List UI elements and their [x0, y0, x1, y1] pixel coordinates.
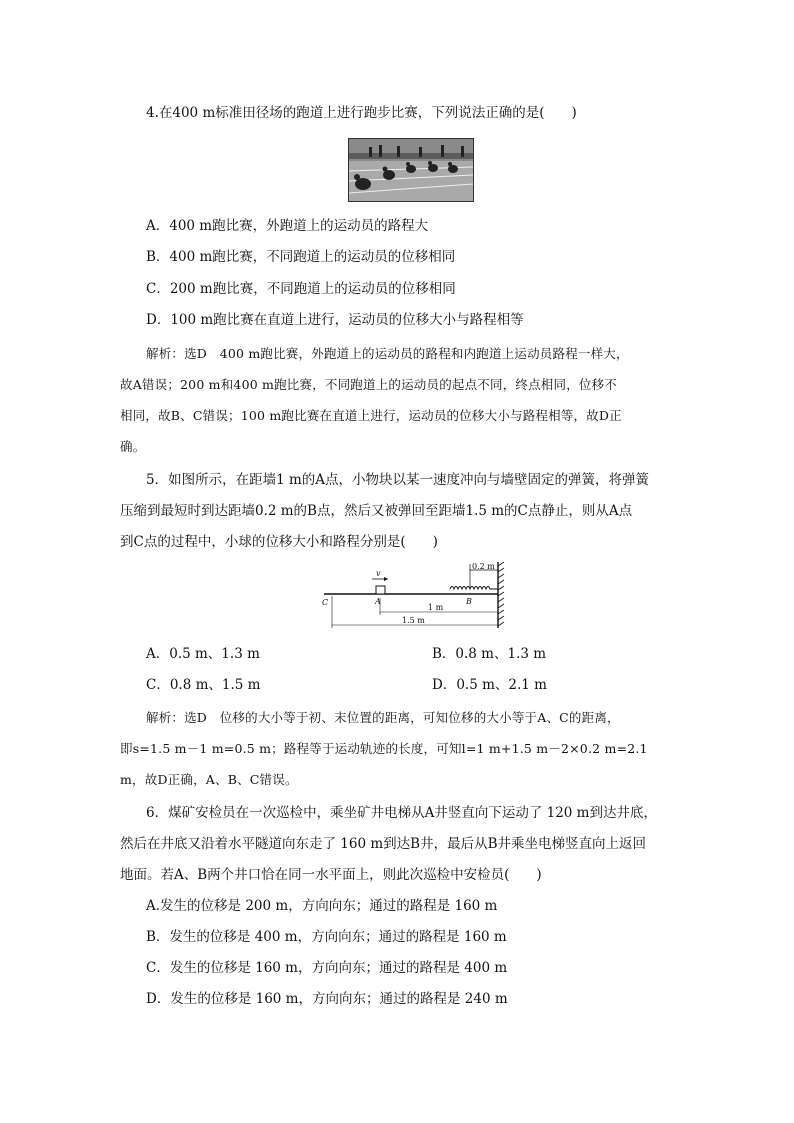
q5-option-c: C．0.8 m、1.5 m — [146, 677, 261, 693]
q6-stem-line-1: 6．煤矿安检员在一次巡检中，乘坐矿井电梯从A井竖直向下运动了 120 m到达井底， — [146, 805, 657, 821]
running-track-photo-image — [349, 139, 473, 201]
q5-stem-line-3: 到C点的过程中，小球的位移大小和路程分别是( ) — [120, 534, 438, 550]
q5-option-a: A．0.5 m、1.3 m — [146, 646, 260, 662]
dim-1-5m-label: 1.5 m — [402, 616, 425, 625]
q5-option-b: B．0.8 m、1.3 m — [432, 646, 547, 662]
q4-solution-line-1: 解析：选D 400 m跑比赛，外跑道上的运动员的路程和内跑道上运动员路程一样大， — [146, 346, 629, 361]
q4-solution-line-4: 确。 — [120, 439, 146, 454]
q6-stem-line-2: 然后在井底又沿着水平隧道向东走了 160 m到达B井，最后从B井乘坐电梯竖直向上返回 — [120, 836, 646, 852]
q4-solution-line-3: 相同，故B、C错误；100 m跑比赛在直道上进行，运动员的位移大小与路程相等，故D正 — [120, 408, 622, 423]
q6-option-d: D．发生的位移是 160 m，方向向东；通过的路程是 240 m — [146, 991, 508, 1007]
dim-1m-label: 1 m — [428, 603, 444, 612]
q6-stem-line-3: 地面。若A、B两个井口恰在同一水平面上，则此次巡检中安检员( ) — [120, 867, 542, 883]
dim-0-2m-label: 0.2 m — [472, 562, 495, 571]
q5-option-d: D．0.5 m、2.1 m — [432, 677, 547, 693]
q5-stem-line-2: 压缩到最短时到达距墙0.2 m的B点，然后又被弹回至距墙1.5 m的C点静止，则从A点 — [120, 503, 633, 519]
q4-option-d: D．100 m跑比赛在直道上进行，运动员的位移大小与路程相等 — [146, 312, 524, 328]
running-track-photo — [348, 138, 474, 202]
spring-wall-figure — [318, 560, 508, 632]
point-a-label: A — [375, 597, 381, 606]
point-b-label: B — [466, 597, 472, 606]
q6-option-b: B．发生的位移是 400 m，方向向东；通过的路程是 160 m — [146, 929, 507, 945]
q5-solution-line-1: 解析：选D 位移的大小等于初、末位置的距离，可知位移的大小等于A、C的距离， — [146, 710, 620, 725]
q5-stem-line-1: 5．如图所示，在距墙1 m的A点，小物块以某一速度冲向与墙壁固定的弹簧，将弹簧 — [146, 472, 650, 488]
spring-wall-diagram — [318, 560, 508, 632]
q4-option-c: C．200 m跑比赛，不同跑道上的运动员的位移相同 — [146, 281, 456, 297]
q6-option-a: A.发生的位移是 200 m，方向向东；通过的路程是 160 m — [146, 898, 498, 914]
q4-option-b: B．400 m跑比赛，不同跑道上的运动员的位移相同 — [146, 249, 456, 265]
q5-solution-line-2: 即s=1.5 m－1 m=0.5 m；路程等于运动轨迹的长度，可知l=1 m+1.5 m－2×0.2 m=2.1 — [120, 741, 648, 756]
q6-option-c: C．发生的位移是 160 m，方向向东；通过的路程是 400 m — [146, 960, 508, 976]
q5-solution-line-3: m，故D正确，A、B、C错误。 — [120, 772, 298, 787]
q4-solution-line-2: 故A错误；200 m和400 m跑比赛，不同跑道上的运动员的起点不同，终点相同，位移不 — [120, 377, 617, 392]
q4-option-a: A．400 m跑比赛，外跑道上的运动员的路程大 — [146, 218, 429, 234]
point-c-label: C — [322, 598, 329, 607]
q4-stem: 4.在400 m标准田径场的跑道上进行跑步比赛，下列说法正确的是( ) — [146, 105, 577, 121]
velocity-label: v — [376, 569, 381, 578]
